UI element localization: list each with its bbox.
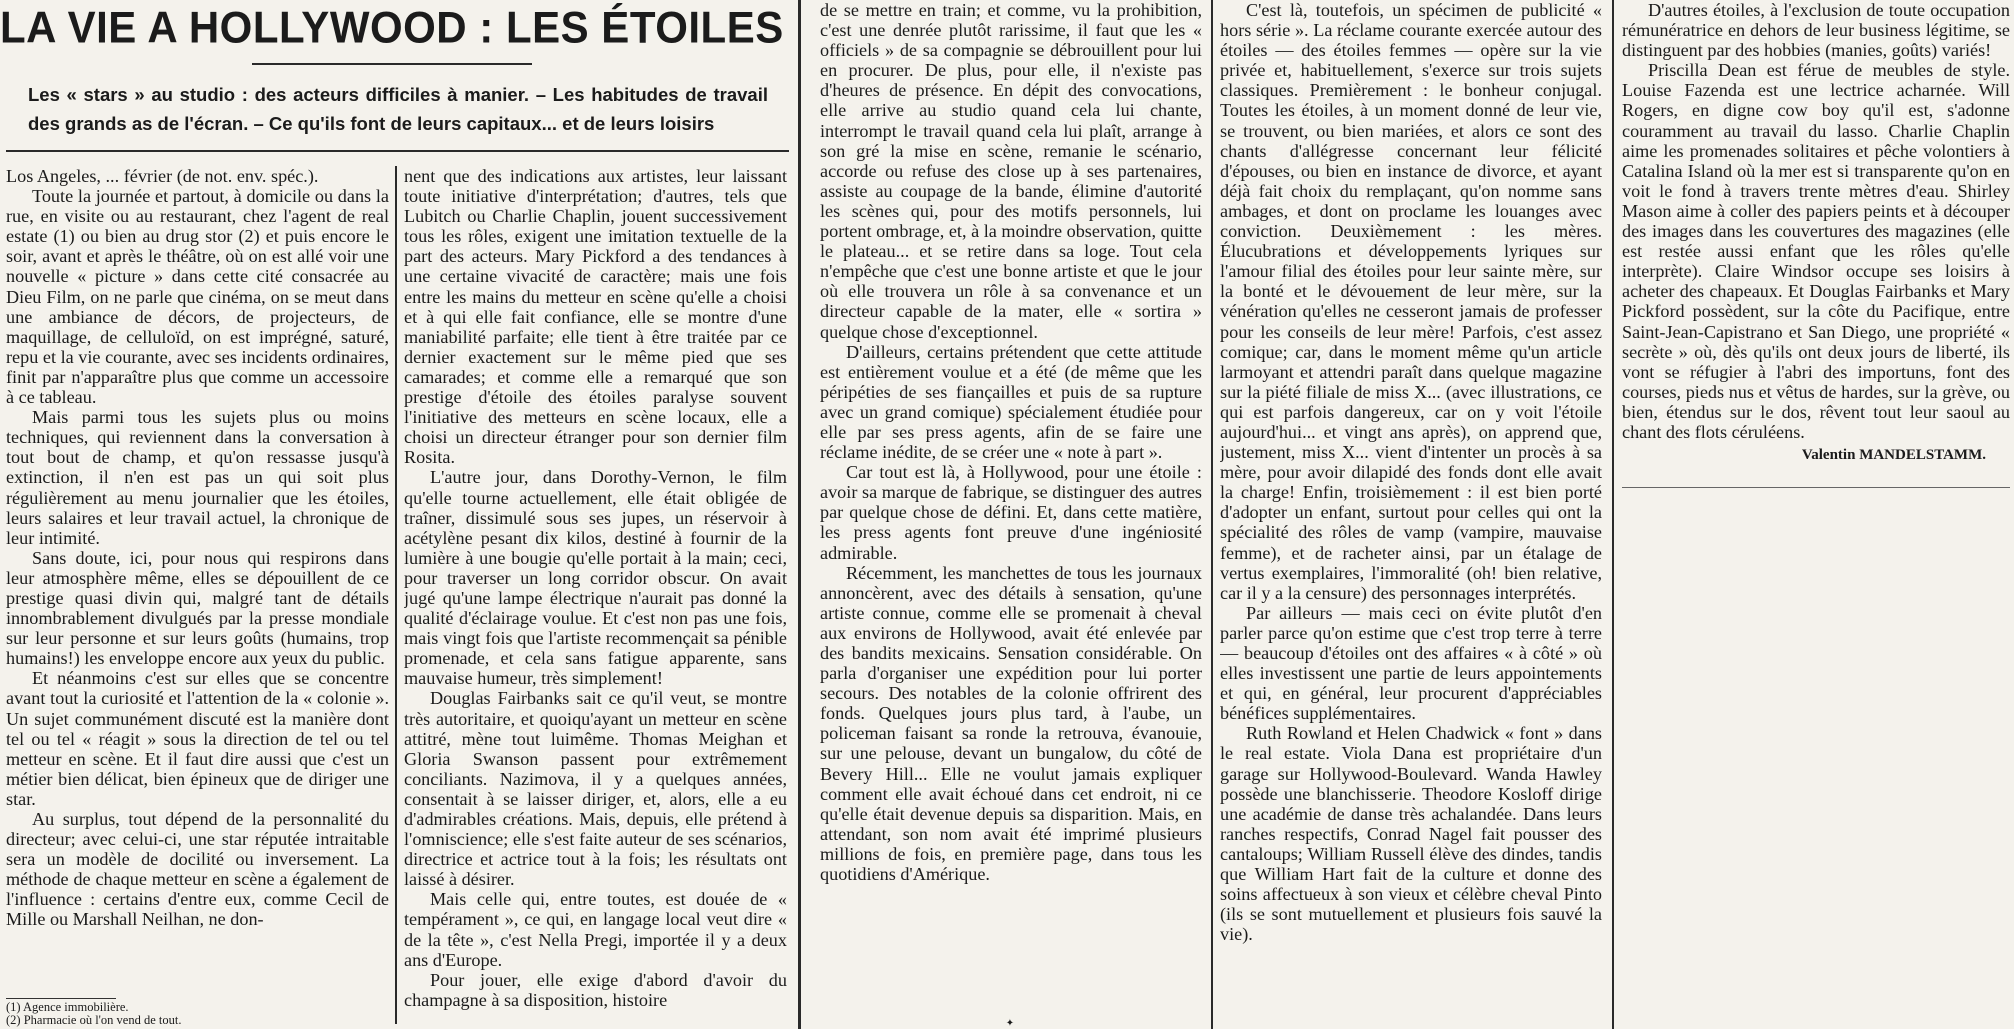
footnote: (1) Agence immobilière. [6,1000,129,1014]
paragraph: Toute la journée et partout, à domicile ou dans la rue, en visite ou au restaurant, chez l'agent de real estate (1) ou bien au drug stor (2) et puis encore le soir, avant et après le théâtre, où on est allé voir une nouvelle « picture » dans cette cité consacrée au Dieu Film, on ne parle que cinéma, on se meut dans une ambiance de décors, de projecteurs, de maquillage, de celluloïd, on est imprégné, saturé, repu et la vie courante, avec ses incidents ordinaires, finit par n'apparaître plus que comme un accessoire à ce tableau. [6,186,389,408]
paragraph: Douglas Fairbanks sait ce qu'il veut, se montre très autoritaire, et quoiqu'ayant un metteur en scène attitré, mène tout luimême. Thomas Meighan et Gloria Swanson passent pour extrêmement conciliants. Nazimova, il y a quelques années, consentait à se laisser diriger, et, alors, elle a eu d'admirables créations. Mais, depuis, elle prétend à l'omniscience; elle s'est faite auteur de ses scénarios, directrice et actrice tout à la fois; les résultats ont laissé à désirer. [404,688,787,890]
column-rule [1612,0,1614,1029]
paragraph: C'est là, toutefois, un spécimen de publicité « hors série ». La réclame courante exercée autour des étoiles — des étoiles femmes — opère sur la vie privée et, habituellement, s'exerce sur trois sujets classiques. Premièrement : le bonheur conjugal. Toutes les étoiles, à un moment donné de leur vie, se trouvent, ou bien mariées, et alors ce sont des chants d'allégresse concernant leur félicité d'épouses, ou bien en instance de divorce, et ayant déjà fait choix du remplaçant, qu'on nomme sans ambages, et dont on proclame les louanges avec conviction. Deuxièmement : les mères. Élucubrations et développements lyriques sur l'amour filial des étoiles pour leur sainte mère, sur la bonté et le dévouement de leur mère, sur la vénération qu'elles ne cesseront jamais de professer pour les conseils de leur mère! Parfois, c'est assez comique; car, dans le moment même qu'un article larmoyant et attendri paraît dans quelque magazine sur la piété filiale de miss X... (avec illustrations, ce qui est parfois dangereux, car on y voit l'étoile aujourd'hui... et vingt ans après), on apprend que, justement, miss X... vient d'intenter un procès à sa mère, pour avoir dilapidé des fonds dont elle avait la charge! Enfin, troisièmement : il est bien porté d'adopter un enfant, surtout pour celles qui ont la spécialité des rôles de vamp (vampire, mauvaise femme), et de racheter ainsi, par un étalage de vertus exemplaires, l'immoralité (oh! bien relative, car il y a la censure) des personnages interprétés. [1220,0,1602,603]
author-signature: Valentin MANDELSTAMM. [1801,447,1986,464]
paragraph: Sans doute, ici, pour nous qui respirons dans leur atmosphère même, elles se dépouillent de ce prestige quasi divin qui, malgré tant de détails innombrablement divulgués par la presse mondiale sur leur personne et sur leurs goûts (humains, trop humains!) les enveloppe encore aux yeux du public. [6,547,389,669]
column-rule [395,166,397,1024]
paragraph: de se mettre en train; et comme, vu la prohibition, c'est une denrée plutôt rarissime, il faut que les « officiels » de sa compagnie se débrouillent pour lui en procurer. De plus, pour elle, il n'existe pas d'heures de présence. En dépit des convocations, elle arrive au studio quand cela lui chante, interrompt le travail quand cela lui plaît, arrange à son gré la mise en scène, remanie le scénario, accorde ou refuse des close up à ses partenaires, assiste au coupage de la bande, élimine d'autorité les scènes qui, pour des motifs personnels, lui portent ombrage, et, à la moindre observation, quitte le plateau... et se retire dans sa loge. Tout cela n'empêche que c'est une bonne artiste et que le jour où elle trouvera un rôle à sa convenance et un directeur capable de la mater, elle « sortira » quelque chose d'exceptionnel. [820,0,1202,342]
article-end-rule [1622,487,2010,488]
paragraph: Priscilla Dean est férue de meubles de style. Louise Fazenda est une lectrice acharnée. Will Rogers, en digne cow boy qu'il est, s'adonne couramment au travail du lasso. Charlie Chaplin aime les promenades solitaires et pêche volontiers à Catalina Island où la mer est si transparente qu'on en voit le fond à travers trente mètres d'eau. Shirley Mason aime à coller des papiers peints et à découper des images dans les couvertures des magazines (elle est restée aussi enfant que les rôles qu'elle interprète). Claire Windsor occupe ses loisirs à acheter des chapeaux. Et Douglas Fairbanks et Mary Pickford possèdent, sur la côte du Pacifique, entre Saint-Jean-Capistrano et San Diego, une propriété « secrète » où, dès qu'ils ont deux jours de liberté, ils vont se réfugier à l'abri des importuns, font des courses, pieds nus et vêtus de hardes, sur la grève, ou bien, étendus sur le dos, rêvent tout leur saoul au chant des flots céruléens. [1622,60,2010,442]
paragraph: Au surplus, tout dépend de la personnalité du directeur; avec celui-ci, une star réputée intraitable sera un modèle de docilité ou inversement. La méthode de chaque metteur en scène a également de l'influence : certains d'entre eux, comme Cecil de Mille ou Marshall Neilhan, ne don- [6,809,389,930]
column-5 [1622,0,2010,505]
subheadline: Les « stars » au studio : des acteurs difficiles à manier. – Les habitudes de travail des grands as de l'écran. – Ce qu'ils font de leurs capitaux... et de leurs loisirs [28,84,768,134]
column-1 [6,166,389,1011]
paragraph: Mais celle qui, entre toutes, est douée de « tempérament », ce qui, en langage local veut dire « de la tête », c'est Nella Pregi, importée il y a deux ans d'Europe. [404,889,787,970]
ornament: ✦ [1005,1018,1015,1029]
column-3 [820,0,1202,1029]
paragraph: D'autres étoiles, à l'exclusion de toute occupation rémunératrice en dehors de leur business légitime, se distinguent par des hobbies (manies, goûts) variés! [1622,0,2010,61]
footnote: (2) Pharmacie où l'on vend de tout. [6,1013,182,1027]
paragraph: Récemment, les manchettes de tous les journaux annoncèrent, avec des détails à sensation, qu'une artiste connue, comme elle se promenait à cheval aux environs de Hollywood, avait été enlevée par des bandits mexicains. Sensation considérable. On parla d'organiser une expédition pour lui porter secours. Des notables de la colonie offrirent des fonds. Quelques jours plus tard, à l'aube, un policeman faisant sa ronde la retrouva, évanouie, sur une pelouse, devant un bungalow, du côté de Bevery Hill... Elle ne voulut jamais expliquer comment elle avait échoué dans cet endroit, ni ce qu'elle était devenue depuis sa disparition. Mais, en attendant, son nom avait été imprimé plusieurs millions de fois, en première page, dans tous les quotidiens d'Amérique. [820,562,1202,885]
headline: LA VIE A HOLLYWOOD : LES ÉTOILES [0,2,784,53]
paragraph: Pour jouer, elle exige d'abord d'avoir du champagne à sa disposition, histoire [404,969,787,1010]
paragraph: L'autre jour, dans Dorothy-Vernon, le film qu'elle tourne actuellement, elle était obligée de traîner, dissimulé sous ses jupes, un réservoir à acétylène pesant dix kilos, destiné à fournir de la lumière à une bougie qu'elle portait à la main; ceci, pour traverser un long corridor obscur. On avait jugé qu'une lampe électrique n'aurait pas donné la qualité d'éclairage voulue. Et c'est non pas une fois, mais vingt fois que l'artiste recommençait sa pénible promenade, et cela sans fatigue apparente, sans mauvaise humeur, très simplement! [404,467,787,689]
headline-rule [252,63,532,65]
column-2 [404,166,787,1026]
column-rule [1211,0,1213,1029]
paragraph: Par ailleurs — mais ceci on évite plutôt d'en parler parce qu'on estime que c'est trop terre à terre — beaucoup d'étoiles ont des affaires « à côté » où elles investissent une partie de leurs appointements et qui, en général, leur procurent d'appréciables bénéfices supplémentaires. [1220,602,1602,724]
paragraph: D'ailleurs, certains prétendent que cette attitude est entièrement voulue et a été (de même que les péripéties de ses fiançailles et puis de sa rupture avec un grand comique) spécialement étudiée pour elle par ses press agents, afin de se faire une réclame inédite, de se créer une « note à part ». [820,341,1202,463]
dateline: Los Angeles, ... février (de not. env. spéc.). [6,166,319,186]
subheadline-rule [6,150,789,152]
paragraph: Ruth Rowland et Helen Chadwick « font » dans le real estate. Viola Dana est propriétaire d'un garage sur Hollywood-Boulevard. Wanda Hawley possède une blanchisserie. Theodore Kosloff dirige une académie de danse très achalandée. Dans leurs ranches respectifs, Conrad Nagel fait pousser des cantaloups; William Russell élève des dindes, tandis que William Hart fait de la culture et donne des soins affectueux à son vieux et célèbre cheval Pinto (ils se sont mutuellement et plusieurs fois sauvé la vie). [1220,723,1602,945]
paragraph: nent que des indications aux artistes, leur laissant toute initiative d'interprétation; d'autres, tels que Lubitch ou Charlie Chaplin, jouent successivement tous les rôles, exigent une imitation textuelle de la part des acteurs. Mary Pickford a des tendances à une certaine vivacité de caractère; mais une fois entre les mains du metteur en scène qu'elle a choisi et à qui elle fait confiance, elle se montre d'une maniabilité parfaite; elle tient à être traitée par ce dernier exactement sur le même pied que ses camarades; et comme elle a remarqué que son prestige d'étoile des étoiles paralyse souvent l'initiative des metteurs en scène locaux, elle a choisi un directeur étranger pour son dernier film Rosita. [404,166,787,468]
footnotes [6,1001,389,1027]
column-4 [1220,0,1602,1026]
footnote-rule [6,998,116,999]
paragraph: Mais parmi tous les sujets plus ou moins techniques, qui reviennent dans la conversation à tout bout de champ, et qu'on ressasse jusqu'à extinction, il n'en est pas un qui soit plus régulièrement au menu journalier que les étoiles, leurs salaires et leur travail actuel, la chronique de leur intimité. [6,407,389,548]
paragraph: Car tout est là, à Hollywood, pour une étoile : avoir sa marque de fabrique, se distinguer des autres par quelque chose de défini. Et, dans cette matière, les press agents font preuve d'une ingéniosité admirable. [820,462,1202,563]
paragraph: Et néanmoins c'est sur elles que se concentre avant tout la curiosité et l'attention de la « colonie ». Un sujet communément discuté est la manière dont tel ou tel « réagit » sous la direction de tel ou tel metteur en scène. Et il faut dire aussi que c'est un métier bien délicat, bien épineux que de diriger une star. [6,668,389,809]
column-rule [798,0,801,1029]
